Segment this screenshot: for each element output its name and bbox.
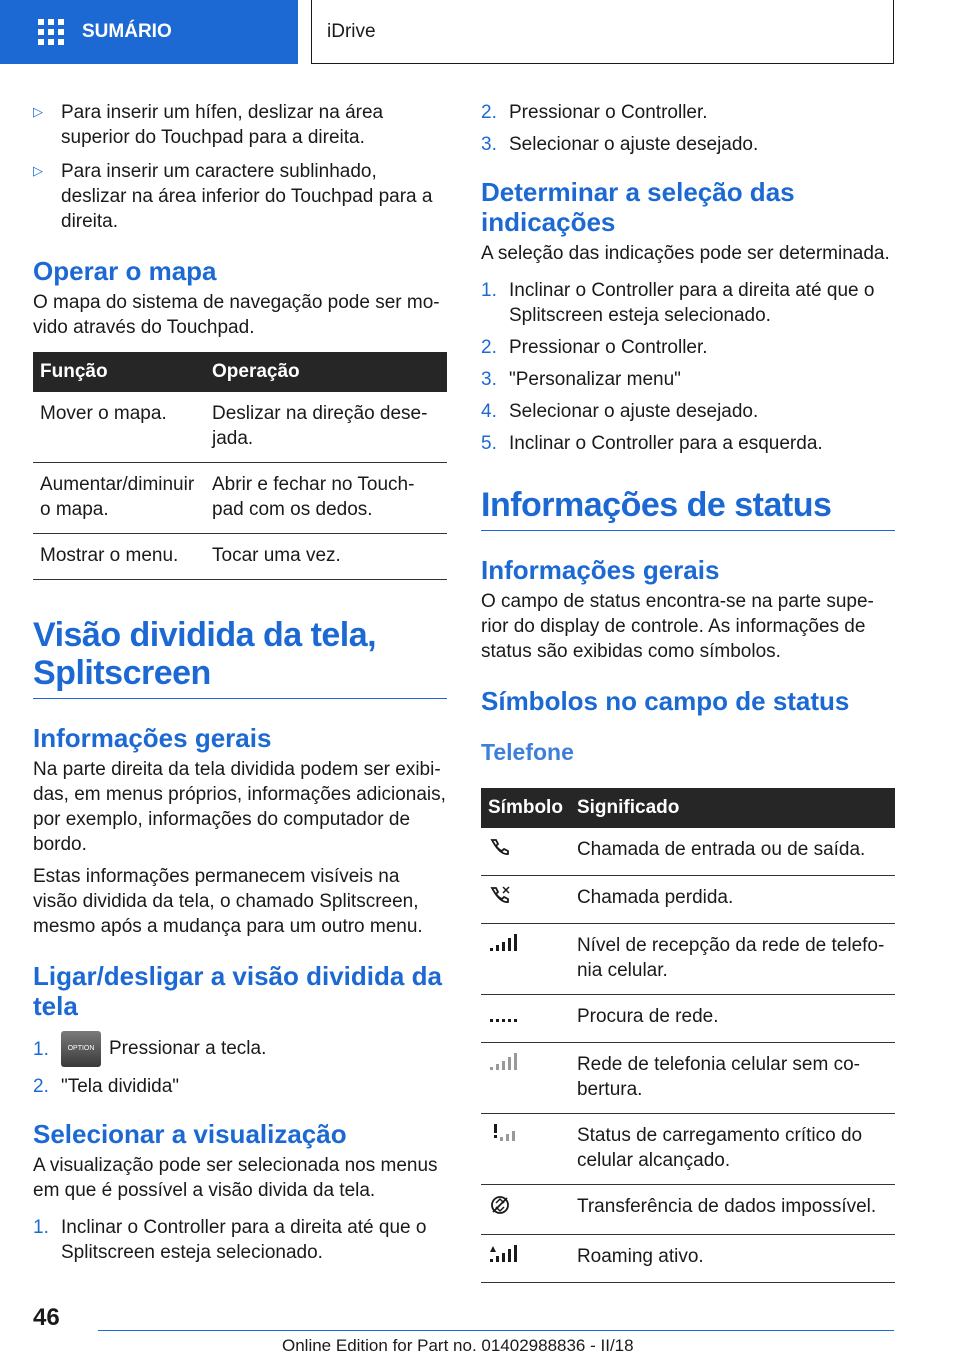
table-cell: Procura de rede. xyxy=(570,995,895,1043)
table-row xyxy=(481,828,895,876)
list-item xyxy=(481,431,895,456)
network-search-icon xyxy=(488,1004,518,1024)
indications-heading: Determinar a seleção das indicações xyxy=(481,177,795,237)
map-text: O mapa do sistema de navegação pode ser mo-vido através do Touchpad. xyxy=(33,292,440,338)
step-text: Inclinar o Controller para a esquerda. xyxy=(509,433,823,454)
toggle-heading: Ligar/desligar a visão dividida da tela xyxy=(33,961,442,1021)
step-number: 1. xyxy=(481,280,497,301)
general-text: Estas informações permanecem visíveis na visão dividida da tela, o chamado Splitscreen, mesmo após a mudança para um outro menu. xyxy=(33,866,423,937)
option-key-icon: OPTION xyxy=(61,1031,101,1067)
table-row xyxy=(481,995,895,1043)
missed-call-icon xyxy=(488,885,512,905)
indications-text: A seleção das indicações pode ser determinada. xyxy=(481,243,890,264)
list-item xyxy=(33,159,447,234)
triangle-bullet-icon: ▷ xyxy=(33,163,43,178)
signal-strength-icon xyxy=(488,933,518,953)
list-item xyxy=(33,1074,447,1099)
step-label: Pressionar a tecla. xyxy=(109,1038,267,1060)
table-cell: Nível de recepção da rede de telefo-nia celular. xyxy=(570,924,895,995)
table-row xyxy=(481,1235,895,1283)
list-item xyxy=(481,335,895,360)
step-number: 1. xyxy=(33,1217,49,1238)
table-row xyxy=(481,876,895,924)
table-header: Função xyxy=(33,352,205,392)
table-cell: Tocar uma vez. xyxy=(205,534,447,580)
table-row xyxy=(481,1043,895,1114)
roaming-icon xyxy=(488,1244,518,1264)
status-general-text: O campo de status encontra-se na parte supe-rior do display de controle. As informações de status são exibidas como símbolos. xyxy=(481,591,874,662)
step-number: 1. xyxy=(33,1038,49,1060)
bullet-text: Para inserir um caractere sublinhado, deslizar na área inferior do Touchpad para a direita. xyxy=(61,161,433,232)
table-header: Símbolo xyxy=(481,788,570,828)
step-text: Selecionar o ajuste desejado. xyxy=(509,401,759,422)
table-row xyxy=(33,534,447,580)
step-text: Pressionar o Controller. xyxy=(509,102,708,123)
edition-text: Online Edition for Part no. 01402988836 - II/18 xyxy=(282,1336,634,1355)
select-text: A visualização pode ser selecionada nos menus em que é possível a visão divida da tela. xyxy=(33,1155,438,1201)
list-item xyxy=(481,399,895,424)
step-text: Inclinar o Controller para a direita até que o Splitscreen esteja selecionado. xyxy=(61,1217,427,1263)
select-heading: Selecionar a visualização xyxy=(33,1119,347,1149)
table-cell: Mover o mapa. xyxy=(33,392,205,463)
table-cell: Chamada perdida. xyxy=(570,876,895,924)
general-text: Na parte direita da tela dividida podem ser exibi-das, em menus próprios, informações adicionais, por exemplo, informações do computador de bordo. xyxy=(33,759,446,855)
page-number: 46 xyxy=(33,1304,60,1331)
step-number: 5. xyxy=(481,433,497,454)
bullet-text: Para inserir um hífen, deslizar na área superior do Touchpad para a direita. xyxy=(61,102,384,148)
step-text: Selecionar o ajuste desejado. xyxy=(509,134,759,155)
section-tab[interactable] xyxy=(311,0,894,64)
table-cell: Rede de telefonia celular sem co-bertura. xyxy=(570,1043,895,1114)
status-title: Informações de status xyxy=(481,486,895,531)
step-number: 2. xyxy=(481,102,497,123)
step-text: Inclinar o Controller para a direita até que o Splitscreen esteja selecionado. xyxy=(509,280,875,326)
table-cell: Deslizar na direção dese-jada. xyxy=(205,392,447,463)
list-item xyxy=(33,1215,447,1265)
step-number: 3. xyxy=(481,369,497,390)
table-cell: Aumentar/diminuir o mapa. xyxy=(33,463,205,534)
step-text xyxy=(61,1031,447,1067)
split-title: Visão dividida da tela, Splitscreen xyxy=(33,616,447,699)
no-coverage-icon xyxy=(488,1052,518,1072)
step-text: "Personalizar menu" xyxy=(509,369,681,390)
list-item xyxy=(33,100,447,150)
battery-critical-icon xyxy=(488,1123,518,1143)
table-header: Operação xyxy=(205,352,447,392)
step-text: "Tela dividida" xyxy=(61,1076,180,1097)
data-transfer-impossible-icon xyxy=(488,1194,512,1216)
summary-label: SUMÁRIO xyxy=(82,21,172,42)
symbols-table xyxy=(481,788,895,1283)
table-cell: Abrir e fechar no Touch-pad com os dedos. xyxy=(205,463,447,534)
table-cell: Roaming ativo. xyxy=(570,1235,895,1283)
footer-divider xyxy=(98,1330,894,1331)
step-number: 4. xyxy=(481,401,497,422)
grid-menu-icon xyxy=(38,19,64,45)
step-number: 2. xyxy=(481,337,497,358)
list-item xyxy=(481,367,895,392)
left-column xyxy=(33,100,447,1272)
table-cell: Mostrar o menu. xyxy=(33,534,205,580)
table-row xyxy=(481,1185,895,1235)
map-heading: Operar o mapa xyxy=(33,256,217,286)
table-header: Significado xyxy=(570,788,895,828)
triangle-bullet-icon: ▷ xyxy=(33,104,43,119)
step-number: 2. xyxy=(33,1076,49,1097)
list-item xyxy=(481,100,895,125)
list-item xyxy=(481,278,895,328)
table-cell: Transferência de dados impossível. xyxy=(570,1185,895,1235)
status-general-heading: Informações gerais xyxy=(481,555,720,585)
phone-call-icon xyxy=(488,837,512,857)
list-item xyxy=(33,1031,447,1067)
table-row xyxy=(33,463,447,534)
right-column xyxy=(481,100,895,1283)
section-tab-label: iDrive xyxy=(327,20,376,42)
list-item xyxy=(481,132,895,157)
summary-button[interactable] xyxy=(0,0,298,64)
symbols-heading: Símbolos no campo de status xyxy=(481,686,850,716)
step-number: 3. xyxy=(481,134,497,155)
table-cell: Status de carregamento crítico do celular alcançado. xyxy=(570,1114,895,1185)
table-row xyxy=(33,392,447,463)
table-cell: Chamada de entrada ou de saída. xyxy=(570,828,895,876)
step-text: Pressionar o Controller. xyxy=(509,337,708,358)
map-table xyxy=(33,352,447,580)
phone-heading: Telefone xyxy=(481,739,574,765)
table-row xyxy=(481,1114,895,1185)
general-heading: Informações gerais xyxy=(33,723,272,753)
table-row xyxy=(481,924,895,995)
